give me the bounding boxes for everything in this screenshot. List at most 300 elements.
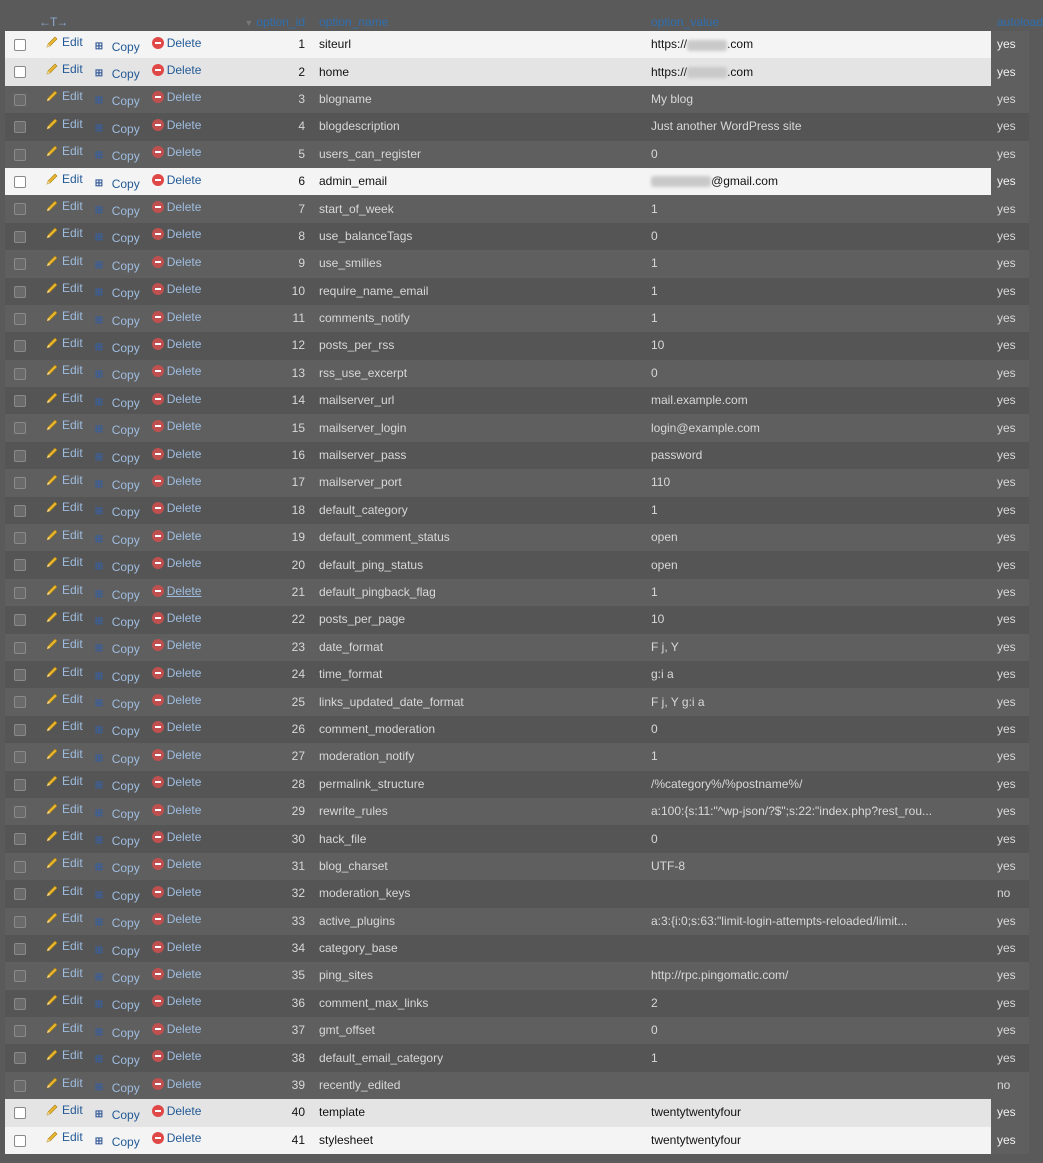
copy-button[interactable]: [95, 944, 140, 958]
autoload-cell[interactable]: [991, 798, 1029, 825]
autoload-cell[interactable]: [991, 688, 1029, 715]
copy-button[interactable]: [95, 122, 140, 136]
option-id-cell[interactable]: [239, 743, 311, 770]
option-name-cell[interactable]: [311, 469, 645, 496]
option-value-cell[interactable]: [645, 551, 991, 578]
delete-button[interactable]: [152, 63, 202, 77]
delete-button[interactable]: [152, 1104, 202, 1118]
row-checkbox[interactable]: [14, 1107, 26, 1119]
edit-button[interactable]: [45, 363, 83, 377]
option-id-cell[interactable]: [239, 360, 311, 387]
copy-button[interactable]: [95, 615, 140, 629]
option-name-cell[interactable]: [311, 634, 645, 661]
option-id-cell[interactable]: [239, 661, 311, 688]
option-name-cell[interactable]: [311, 332, 645, 359]
option-name-cell[interactable]: [311, 524, 645, 551]
option-name-cell[interactable]: [311, 360, 645, 387]
edit-button[interactable]: [45, 144, 83, 158]
edit-button[interactable]: [45, 528, 83, 542]
edit-button[interactable]: [45, 993, 83, 1007]
delete-button[interactable]: [152, 1077, 202, 1091]
edit-button[interactable]: [45, 939, 83, 953]
row-checkbox[interactable]: [14, 258, 26, 270]
edit-button[interactable]: [45, 473, 83, 487]
row-checkbox[interactable]: [14, 1080, 26, 1092]
delete-button[interactable]: [152, 118, 202, 132]
option-value-cell[interactable]: [645, 880, 991, 907]
row-checkbox[interactable]: [14, 751, 26, 763]
option-id-cell[interactable]: [239, 606, 311, 633]
edit-button[interactable]: [45, 802, 83, 816]
option-name-cell[interactable]: [311, 195, 645, 222]
delete-button[interactable]: [152, 912, 202, 926]
option-value-cell[interactable]: [645, 1099, 991, 1126]
option-id-cell[interactable]: [239, 962, 311, 989]
copy-button[interactable]: [95, 697, 140, 711]
copy-button[interactable]: [95, 478, 140, 492]
option-id-cell[interactable]: [239, 141, 311, 168]
autoload-cell[interactable]: [991, 606, 1029, 633]
edit-button[interactable]: [45, 555, 83, 569]
copy-button[interactable]: [95, 861, 140, 875]
option-name-cell[interactable]: [311, 414, 645, 441]
option-id-cell[interactable]: [239, 688, 311, 715]
row-checkbox[interactable]: [14, 916, 26, 928]
row-checkbox[interactable]: [14, 231, 26, 243]
option-id-cell[interactable]: [239, 990, 311, 1017]
option-id-cell[interactable]: [239, 387, 311, 414]
option-id-cell[interactable]: [239, 442, 311, 469]
edit-button[interactable]: [45, 966, 83, 980]
autoload-cell[interactable]: [991, 305, 1029, 332]
option-id-cell[interactable]: [239, 1044, 311, 1071]
option-value-cell[interactable]: [645, 223, 991, 250]
option-name-cell[interactable]: [311, 1127, 645, 1154]
option-id-cell[interactable]: [239, 853, 311, 880]
copy-button[interactable]: [95, 368, 140, 382]
autoload-cell[interactable]: [991, 962, 1029, 989]
option-id-cell[interactable]: [239, 469, 311, 496]
autoload-cell[interactable]: [991, 86, 1029, 113]
autoload-cell[interactable]: [991, 880, 1029, 907]
option-id-cell[interactable]: [239, 1099, 311, 1126]
edit-button[interactable]: [45, 747, 83, 761]
copy-button[interactable]: [95, 533, 140, 547]
row-checkbox[interactable]: [14, 970, 26, 982]
delete-button[interactable]: [152, 282, 202, 296]
autoload-cell[interactable]: [991, 908, 1029, 935]
option-value-cell[interactable]: [645, 1072, 991, 1099]
option-name-cell[interactable]: [311, 1017, 645, 1044]
header-option-id[interactable]: [239, 12, 311, 31]
option-name-cell[interactable]: [311, 58, 645, 85]
option-name-cell[interactable]: [311, 113, 645, 140]
option-id-cell[interactable]: [239, 579, 311, 606]
autoload-cell[interactable]: [991, 497, 1029, 524]
row-checkbox[interactable]: [14, 779, 26, 791]
option-name-cell[interactable]: [311, 908, 645, 935]
autoload-cell[interactable]: [991, 31, 1029, 58]
edit-button[interactable]: [45, 35, 83, 49]
option-id-cell[interactable]: [239, 278, 311, 305]
delete-button[interactable]: [152, 775, 202, 789]
copy-button[interactable]: [95, 231, 140, 245]
edit-button[interactable]: [45, 884, 83, 898]
option-name-cell[interactable]: [311, 606, 645, 633]
autoload-cell[interactable]: [991, 771, 1029, 798]
option-value-cell[interactable]: [645, 579, 991, 606]
delete-button[interactable]: [152, 1131, 202, 1145]
option-name-cell[interactable]: [311, 880, 645, 907]
edit-button[interactable]: [45, 418, 83, 432]
option-value-cell[interactable]: [645, 58, 991, 85]
copy-button[interactable]: [95, 149, 140, 163]
header-option-id-label[interactable]: option_id: [256, 14, 305, 29]
row-checkbox[interactable]: [14, 943, 26, 955]
copy-button[interactable]: [95, 177, 140, 191]
delete-button[interactable]: [152, 501, 202, 515]
edit-button[interactable]: [45, 391, 83, 405]
autoload-cell[interactable]: [991, 551, 1029, 578]
option-id-cell[interactable]: [239, 1017, 311, 1044]
autoload-cell[interactable]: [991, 360, 1029, 387]
autoload-cell[interactable]: [991, 168, 1029, 195]
option-value-cell[interactable]: [645, 1017, 991, 1044]
option-id-cell[interactable]: [239, 195, 311, 222]
copy-button[interactable]: [95, 505, 140, 519]
edit-button[interactable]: [45, 309, 83, 323]
edit-button[interactable]: [45, 856, 83, 870]
copy-button[interactable]: [95, 1108, 140, 1122]
delete-button[interactable]: [152, 994, 202, 1008]
copy-button[interactable]: [95, 67, 140, 81]
copy-button[interactable]: [95, 724, 140, 738]
delete-button[interactable]: [152, 857, 202, 871]
header-column-resize-arrows[interactable]: [35, 12, 239, 31]
delete-button[interactable]: [152, 529, 202, 543]
option-name-cell[interactable]: [311, 661, 645, 688]
option-id-cell[interactable]: [239, 332, 311, 359]
option-value-cell[interactable]: [645, 497, 991, 524]
copy-button[interactable]: [95, 560, 140, 574]
delete-button[interactable]: [152, 419, 202, 433]
option-name-cell[interactable]: [311, 141, 645, 168]
copy-button[interactable]: [95, 807, 140, 821]
edit-button[interactable]: [45, 199, 83, 213]
autoload-cell[interactable]: [991, 716, 1029, 743]
row-checkbox[interactable]: [14, 340, 26, 352]
autoload-cell[interactable]: [991, 634, 1029, 661]
option-name-cell[interactable]: [311, 1072, 645, 1099]
delete-button[interactable]: [152, 36, 202, 50]
option-name-cell[interactable]: [311, 305, 645, 332]
copy-button[interactable]: [95, 1026, 140, 1040]
option-id-cell[interactable]: [239, 1127, 311, 1154]
copy-button[interactable]: [95, 889, 140, 903]
row-checkbox[interactable]: [14, 888, 26, 900]
header-option-name-label[interactable]: option_name: [319, 14, 389, 29]
option-value-cell[interactable]: [645, 606, 991, 633]
copy-button[interactable]: [95, 314, 140, 328]
header-option-name[interactable]: [311, 12, 645, 31]
autoload-cell[interactable]: [991, 524, 1029, 551]
header-autoload-label[interactable]: autoload: [997, 14, 1043, 29]
delete-button[interactable]: [152, 1022, 202, 1036]
option-value-cell[interactable]: [645, 278, 991, 305]
autoload-cell[interactable]: [991, 935, 1029, 962]
row-checkbox[interactable]: [14, 642, 26, 654]
autoload-cell[interactable]: [991, 1044, 1029, 1071]
delete-button[interactable]: [152, 173, 202, 187]
option-id-cell[interactable]: [239, 716, 311, 743]
edit-button[interactable]: [45, 583, 83, 597]
option-value-cell[interactable]: [645, 31, 991, 58]
delete-button[interactable]: [152, 748, 202, 762]
option-id-cell[interactable]: [239, 113, 311, 140]
option-name-cell[interactable]: [311, 579, 645, 606]
autoload-cell[interactable]: [991, 332, 1029, 359]
edit-button[interactable]: [45, 172, 83, 186]
option-value-cell[interactable]: [645, 661, 991, 688]
copy-button[interactable]: [95, 588, 140, 602]
option-name-cell[interactable]: [311, 250, 645, 277]
row-checkbox[interactable]: [14, 286, 26, 298]
edit-button[interactable]: [45, 89, 83, 103]
edit-button[interactable]: [45, 692, 83, 706]
option-value-cell[interactable]: [645, 743, 991, 770]
delete-button[interactable]: [152, 145, 202, 159]
row-checkbox[interactable]: [14, 559, 26, 571]
copy-button[interactable]: [95, 1135, 140, 1149]
option-id-cell[interactable]: [239, 1072, 311, 1099]
copy-button[interactable]: [95, 40, 140, 54]
copy-button[interactable]: [95, 998, 140, 1012]
copy-button[interactable]: [95, 1081, 140, 1095]
delete-button[interactable]: [152, 720, 202, 734]
delete-button[interactable]: [152, 392, 202, 406]
edit-button[interactable]: [45, 637, 83, 651]
option-name-cell[interactable]: [311, 278, 645, 305]
option-name-cell[interactable]: [311, 990, 645, 1017]
edit-button[interactable]: [45, 1130, 83, 1144]
option-value-cell[interactable]: [645, 168, 991, 195]
option-value-cell[interactable]: [645, 141, 991, 168]
delete-button[interactable]: [152, 90, 202, 104]
edit-button[interactable]: [45, 254, 83, 268]
copy-button[interactable]: [95, 916, 140, 930]
copy-button[interactable]: [95, 94, 140, 108]
copy-button[interactable]: [95, 423, 140, 437]
edit-button[interactable]: [45, 1021, 83, 1035]
copy-button[interactable]: [95, 341, 140, 355]
autoload-cell[interactable]: [991, 113, 1029, 140]
option-name-cell[interactable]: [311, 771, 645, 798]
option-name-cell[interactable]: [311, 716, 645, 743]
edit-button[interactable]: [45, 281, 83, 295]
delete-button[interactable]: [152, 967, 202, 981]
row-checkbox[interactable]: [14, 313, 26, 325]
edit-button[interactable]: [45, 1076, 83, 1090]
option-name-cell[interactable]: [311, 223, 645, 250]
autoload-cell[interactable]: [991, 743, 1029, 770]
option-name-cell[interactable]: [311, 935, 645, 962]
autoload-cell[interactable]: [991, 250, 1029, 277]
option-value-cell[interactable]: [645, 962, 991, 989]
copy-button[interactable]: [95, 642, 140, 656]
edit-button[interactable]: [45, 62, 83, 76]
edit-button[interactable]: [45, 446, 83, 460]
option-value-cell[interactable]: [645, 113, 991, 140]
delete-button[interactable]: [152, 227, 202, 241]
option-id-cell[interactable]: [239, 551, 311, 578]
option-name-cell[interactable]: [311, 551, 645, 578]
option-value-cell[interactable]: [645, 250, 991, 277]
option-value-cell[interactable]: [645, 688, 991, 715]
option-id-cell[interactable]: [239, 58, 311, 85]
copy-button[interactable]: [95, 286, 140, 300]
delete-button[interactable]: [152, 1049, 202, 1063]
option-id-cell[interactable]: [239, 414, 311, 441]
row-checkbox[interactable]: [14, 532, 26, 544]
option-value-cell[interactable]: [645, 387, 991, 414]
option-id-cell[interactable]: [239, 908, 311, 935]
edit-button[interactable]: [45, 1048, 83, 1062]
delete-button[interactable]: [152, 474, 202, 488]
row-checkbox[interactable]: [14, 724, 26, 736]
autoload-cell[interactable]: [991, 853, 1029, 880]
row-checkbox[interactable]: [14, 66, 26, 78]
option-id-cell[interactable]: [239, 86, 311, 113]
autoload-cell[interactable]: [991, 1017, 1029, 1044]
autoload-cell[interactable]: [991, 414, 1029, 441]
edit-button[interactable]: [45, 610, 83, 624]
copy-button[interactable]: [95, 259, 140, 273]
option-name-cell[interactable]: [311, 962, 645, 989]
delete-button[interactable]: [152, 940, 202, 954]
option-id-cell[interactable]: [239, 798, 311, 825]
edit-button[interactable]: [45, 911, 83, 925]
option-id-cell[interactable]: [239, 634, 311, 661]
autoload-cell[interactable]: [991, 469, 1029, 496]
autoload-cell[interactable]: [991, 278, 1029, 305]
option-id-cell[interactable]: [239, 250, 311, 277]
row-checkbox[interactable]: [14, 121, 26, 133]
delete-button[interactable]: [152, 830, 202, 844]
row-checkbox[interactable]: [14, 39, 26, 51]
row-checkbox[interactable]: [14, 176, 26, 188]
delete-button[interactable]: [152, 666, 202, 680]
edit-button[interactable]: [45, 719, 83, 733]
row-checkbox[interactable]: [14, 696, 26, 708]
autoload-cell[interactable]: [991, 195, 1029, 222]
option-value-cell[interactable]: [645, 634, 991, 661]
option-value-cell[interactable]: [645, 798, 991, 825]
edit-button[interactable]: [45, 665, 83, 679]
option-value-cell[interactable]: [645, 360, 991, 387]
row-checkbox[interactable]: [14, 505, 26, 517]
delete-button[interactable]: [152, 556, 202, 570]
option-value-cell[interactable]: [645, 86, 991, 113]
column-arrows-icon[interactable]: ←T→: [39, 14, 68, 29]
row-checkbox[interactable]: [14, 450, 26, 462]
option-value-cell[interactable]: [645, 442, 991, 469]
option-value-cell[interactable]: [645, 1127, 991, 1154]
option-name-cell[interactable]: [311, 743, 645, 770]
autoload-cell[interactable]: [991, 990, 1029, 1017]
option-value-cell[interactable]: [645, 853, 991, 880]
option-name-cell[interactable]: [311, 688, 645, 715]
copy-button[interactable]: [95, 396, 140, 410]
option-id-cell[interactable]: [239, 223, 311, 250]
edit-button[interactable]: [45, 774, 83, 788]
header-autoload[interactable]: [991, 12, 1043, 31]
delete-button[interactable]: [152, 611, 202, 625]
option-name-cell[interactable]: [311, 31, 645, 58]
copy-button[interactable]: [95, 752, 140, 766]
header-option-value-label[interactable]: option_value: [651, 14, 720, 29]
delete-button[interactable]: [152, 638, 202, 652]
row-checkbox[interactable]: [14, 806, 26, 818]
option-value-cell[interactable]: [645, 771, 991, 798]
edit-button[interactable]: [45, 500, 83, 514]
option-id-cell[interactable]: [239, 524, 311, 551]
option-value-cell[interactable]: [645, 825, 991, 852]
row-checkbox[interactable]: [14, 94, 26, 106]
option-value-cell[interactable]: [645, 1044, 991, 1071]
row-checkbox[interactable]: [14, 395, 26, 407]
row-checkbox[interactable]: [14, 998, 26, 1010]
option-id-cell[interactable]: [239, 305, 311, 332]
copy-button[interactable]: [95, 451, 140, 465]
option-id-cell[interactable]: [239, 31, 311, 58]
delete-button[interactable]: [152, 337, 202, 351]
delete-button[interactable]: [152, 885, 202, 899]
autoload-cell[interactable]: [991, 579, 1029, 606]
autoload-cell[interactable]: [991, 825, 1029, 852]
delete-button[interactable]: [152, 803, 202, 817]
option-name-cell[interactable]: [311, 825, 645, 852]
option-name-cell[interactable]: [311, 387, 645, 414]
copy-button[interactable]: [95, 670, 140, 684]
autoload-cell[interactable]: [991, 141, 1029, 168]
option-value-cell[interactable]: [645, 935, 991, 962]
option-name-cell[interactable]: [311, 798, 645, 825]
copy-button[interactable]: [95, 779, 140, 793]
option-name-cell[interactable]: [311, 442, 645, 469]
option-id-cell[interactable]: [239, 497, 311, 524]
row-checkbox[interactable]: [14, 1052, 26, 1064]
autoload-cell[interactable]: [991, 58, 1029, 85]
copy-button[interactable]: [95, 971, 140, 985]
delete-button[interactable]: [152, 447, 202, 461]
edit-button[interactable]: [45, 336, 83, 350]
copy-button[interactable]: [95, 1053, 140, 1067]
row-checkbox[interactable]: [14, 587, 26, 599]
delete-button[interactable]: [152, 693, 202, 707]
delete-button[interactable]: [152, 364, 202, 378]
row-checkbox[interactable]: [14, 203, 26, 215]
autoload-cell[interactable]: [991, 442, 1029, 469]
autoload-cell[interactable]: [991, 1127, 1029, 1154]
option-name-cell[interactable]: [311, 497, 645, 524]
row-checkbox[interactable]: [14, 368, 26, 380]
delete-button[interactable]: [152, 255, 202, 269]
option-value-cell[interactable]: [645, 908, 991, 935]
copy-button[interactable]: [95, 204, 140, 218]
option-value-cell[interactable]: [645, 524, 991, 551]
option-value-cell[interactable]: [645, 469, 991, 496]
autoload-cell[interactable]: [991, 223, 1029, 250]
